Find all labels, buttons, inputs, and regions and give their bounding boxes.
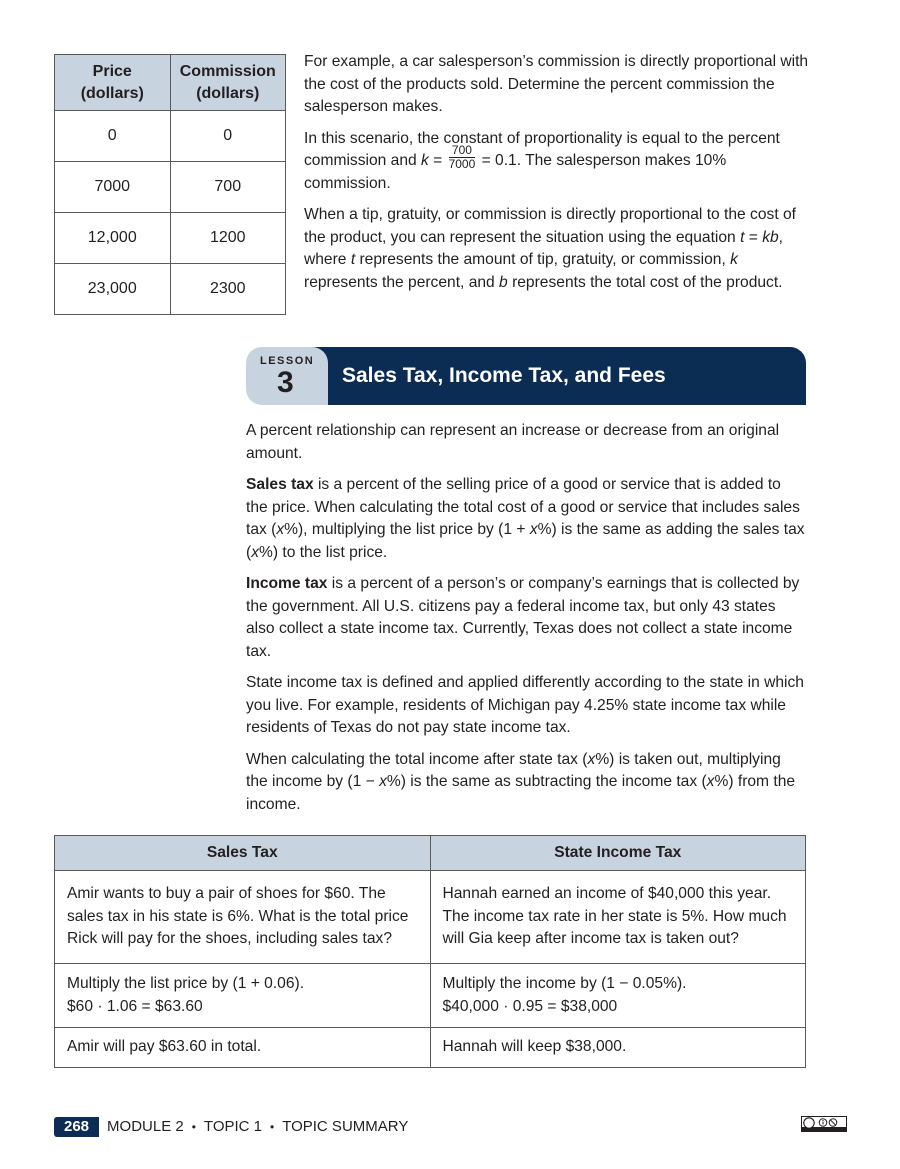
variable-kb: kb [762, 228, 779, 246]
sales-tax-header: Sales Tax [55, 836, 431, 871]
sales-tax-problem: Amir wants to buy a pair of shoes for $60. The sales tax in his state is 6%. What is the total price Rick will pay for the shoes, including sales tax? [55, 871, 431, 964]
text-run: %), multiplying the list price by (1 + [284, 521, 530, 538]
lesson-label: LESSON [260, 355, 315, 367]
solution-step: Multiply the income by (1 − 0.05%). [442, 975, 687, 992]
text-run: is a percent of the selling price of a good or service that is added to the price. When calculating the total cost of a good or service that includes sales tax ( [246, 476, 800, 538]
variable-x: x [529, 521, 538, 538]
commission-header [170, 55, 286, 111]
footer-module: MODULE 2 [107, 1117, 184, 1135]
commission-table [54, 54, 286, 315]
solution-equation: $60 · 1.06 = $63.60 [67, 997, 203, 1015]
lesson-body [246, 420, 806, 825]
table-row [55, 264, 286, 315]
text-run: represents the percent, and [304, 273, 500, 291]
page-footer [54, 1116, 408, 1138]
page-number: 268 [54, 1117, 99, 1137]
body-paragraph-state-tax: State income tax is defined and applied differently according to the state in which you live. For example, residents of Michigan pay 4.25% state income tax while residents of Texas do not pay state income tax. [246, 674, 804, 736]
table-row [55, 213, 286, 264]
body-paragraph-1: A percent relationship can represent an increase or decrease from an original amount. [246, 422, 780, 462]
lesson-banner [246, 347, 806, 405]
price-cell: 12,000 [55, 213, 171, 264]
price-cell: 7000 [55, 162, 171, 213]
variable-x: x [706, 773, 715, 790]
income-tax-answer: Hannah will keep $38,000. [430, 1028, 806, 1068]
fraction-numerator: 700 [449, 144, 476, 158]
footer-bullet: • [270, 1119, 275, 1134]
footer-bullet: • [191, 1119, 196, 1134]
solution-step: Multiply the list price by (1 + 0.06). [67, 975, 305, 992]
lesson-number: 3 [277, 366, 294, 399]
table-row [55, 162, 286, 213]
text-run: = 0.1. The salesperson makes 10% commission. [304, 152, 727, 192]
term-income-tax: Income tax [246, 575, 328, 592]
table-row [55, 871, 806, 964]
price-cell: 23,000 [55, 264, 171, 315]
variable-t: t [740, 228, 745, 246]
commission-cell: 0 [170, 111, 286, 162]
intro-text [304, 51, 809, 303]
text-run: %) is taken out, multiplying the income by (1 − [246, 750, 781, 790]
price-header [55, 55, 171, 111]
lesson-tab [246, 347, 328, 405]
text-run: %) is the same as subtracting the income tax ( [386, 773, 707, 790]
lesson-title: Sales Tax, Income Tax, and Fees [342, 364, 666, 387]
text-run: %) to the list price. [259, 543, 388, 561]
variable-x: x [276, 521, 285, 538]
body-paragraph-sales-tax [246, 474, 806, 564]
text-run: = [428, 152, 447, 169]
variable-t: t [350, 251, 356, 268]
variable-x: x [251, 543, 259, 561]
price-header-line1: Price [92, 62, 132, 80]
income-tax-header: State Income Tax [430, 836, 806, 871]
income-tax-problem: Hannah earned an income of $40,000 this year. The income tax rate in her state is 5%. How much will Gia keep after income tax is taken out? [430, 871, 806, 964]
text-run: = [744, 228, 763, 246]
intro-paragraph-2 [304, 128, 809, 196]
sales-tax-answer: Amir will pay $63.60 in total. [55, 1028, 431, 1068]
text-run: %) from the income. [246, 773, 796, 813]
variable-x: x [587, 750, 596, 768]
commission-header-line2: (dollars) [196, 84, 260, 102]
price-header-line2: (dollars) [80, 84, 144, 102]
commission-cell: 700 [170, 162, 286, 213]
fraction [449, 144, 476, 171]
fraction-denominator: 7000 [448, 157, 476, 172]
text-run: , where [304, 228, 784, 268]
variable-b: b [499, 273, 508, 291]
commission-header-line1: Commission [179, 62, 276, 80]
text-run: %) is the same as adding the sales tax ( [246, 521, 805, 561]
solution-equation: $40,000 · 0.95 = $38,000 [442, 997, 618, 1015]
text-run: When a tip, gratuity, or commission is directly proportional to the cost of the product, you can represent the situation using the equation [304, 206, 796, 246]
text-run: is a percent of a person’s or company’s earnings that is collected by the government. All U.S. citizens pay a federal income tax, but only 43 states also collect a state income tax. Currently, Texas does not collect a state income tax. [246, 575, 800, 660]
intro-paragraph-3 [304, 204, 809, 294]
term-sales-tax: Sales tax [246, 476, 314, 493]
variable-k: k [421, 152, 429, 169]
examples-table [54, 835, 806, 1068]
body-paragraph-calculation [246, 749, 806, 817]
text-run: In this scenario, the constant of proportionality is equal to the percent commission and [304, 129, 780, 169]
text-run: When calculating the total income after state tax ( [246, 750, 588, 768]
intro-paragraph-1: For example, a car salesperson’s commission is directly proportional with the cost of the products sold. Determine the percent commission the salesperson makes. [304, 53, 809, 115]
footer-topic: TOPIC 1 [203, 1117, 262, 1135]
commission-cell: 1200 [170, 213, 286, 264]
text-run: represents the total cost of the product. [507, 273, 783, 291]
variable-x: x [379, 773, 387, 790]
price-cell: 0 [55, 111, 171, 162]
variable-k: k [730, 251, 738, 268]
table-row [55, 111, 286, 162]
sales-tax-solution [55, 964, 431, 1028]
creative-commons-license-icon [801, 1116, 847, 1132]
text-run: represents the amount of tip, gratuity, or commission, [355, 251, 731, 268]
income-tax-solution [430, 964, 806, 1028]
commission-cell: 2300 [170, 264, 286, 315]
table-row [55, 964, 806, 1028]
footer-section: TOPIC SUMMARY [282, 1117, 409, 1135]
table-row [55, 1028, 806, 1068]
body-paragraph-income-tax [246, 573, 806, 663]
